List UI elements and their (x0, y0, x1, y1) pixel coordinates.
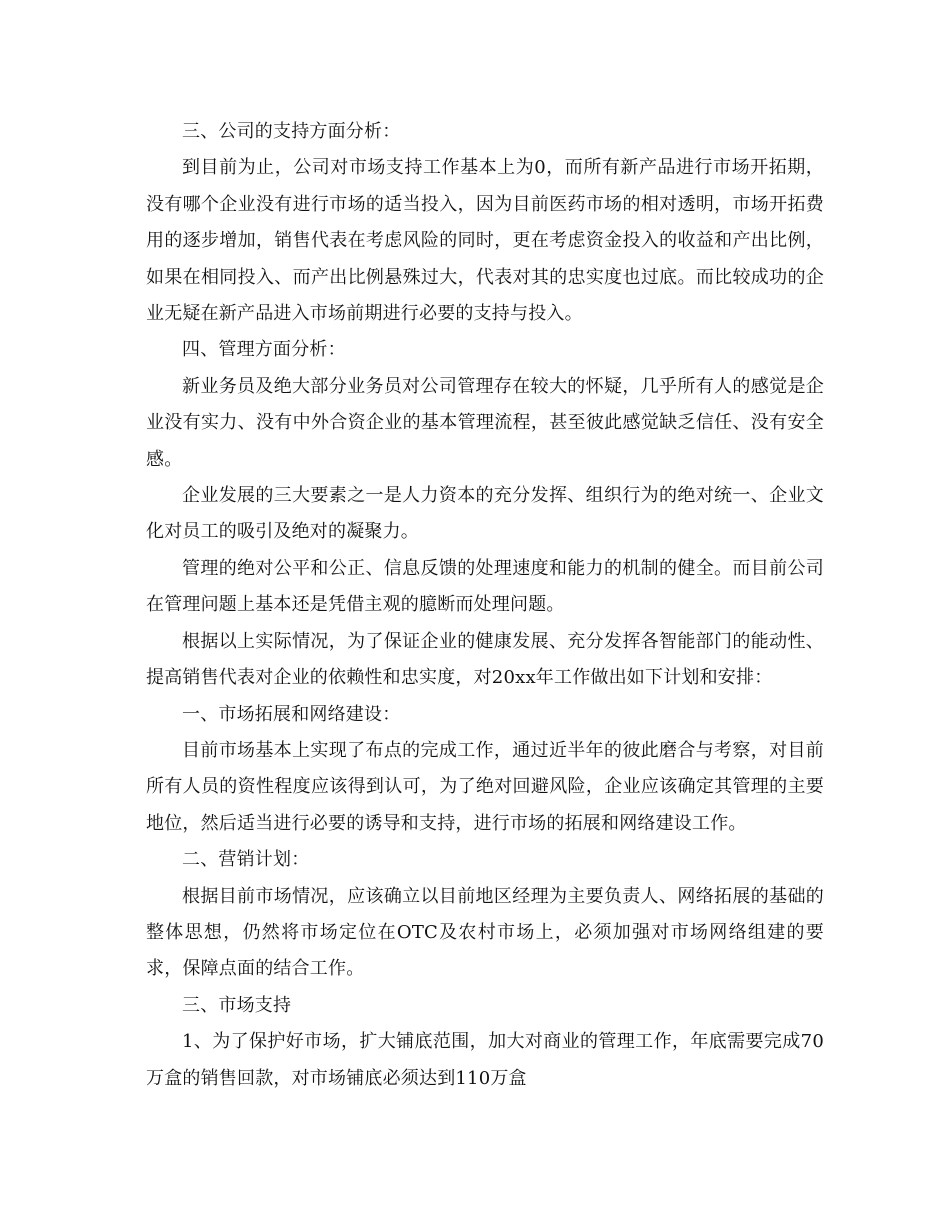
document-body (146, 114, 824, 1097)
paragraph-market-expansion: 目前市场基本上实现了布点的完成工作，通过近半年的彼此磨合与考察，对目前所有人员的资性程度应该得到认可，为了绝对回避风险，企业应该确定其管理的主要地位，然后适当进行必要的诱导和支持，进行市场的拓展和网络建设工作。 (146, 739, 824, 834)
paragraph-development-elements: 企业发展的三大要素之一是人力资本的充分发挥、组织行为的绝对统一、企业文化对员工的吸引及绝对的凝聚力。 (146, 485, 824, 543)
paragraph-market-support-item-1: 1、为了保护好市场，扩大铺底范围，加大对商业的管理工作，年底需要完成70万盒的销售回款，对市场铺底必须达到110万盒 (146, 1031, 824, 1089)
paragraph-plan-intro: 根据以上实际情况，为了保证企业的健康发展、充分发挥各智能部门的能动性、提高销售代表对企业的依赖性和忠实度，对20xx年工作做出如下计划和安排： (146, 630, 824, 689)
paragraph-management-doubts: 新业务员及绝大部分业务员对公司管理存在较大的怀疑，几乎所有人的感觉是企业没有实力、没有中外合资企业的基本管理流程，甚至彼此感觉缺乏信任、没有安全感。 (146, 375, 824, 470)
section-heading-marketing-plan: 二、营销计划： (182, 849, 310, 871)
paragraph-management-fairness: 管理的绝对公平和公正、信息反馈的处理速度和能力的机制的健全。而目前公司在管理问题上基本还是凭借主观的臆断而处理问题。 (146, 557, 824, 616)
section-heading-company-support: 三、公司的支持方面分析： (182, 121, 401, 142)
section-heading-management: 四、管理方面分析： (182, 339, 346, 361)
paragraph-company-support-analysis: 到目前为止，公司对市场支持工作基本上为0，而所有新产品进行市场开拓期，没有哪个企业没有进行市场的适当投入，因为目前医药市场的相对透明，市场开拓费用的逐步增加，销售代表在考虑风险的同时，更在考虑资金投入的收益和产出比例，如果在相同投入、而产出比例悬殊过大，代表对其的忠实度也过底。而比较成功的企业无疑在新产品进入市场前期进行必要的支持与投入。 (146, 157, 824, 325)
section-heading-market-expansion: 一、市场拓展和网络建设： (182, 703, 401, 725)
section-heading-market-support: 三、市场支持 (182, 994, 292, 1016)
paragraph-marketing-plan: 根据目前市场情况，应该确立以目前地区经理为主要负责人、网络拓展的基础的整体思想，仍然将市场定位在OTC及农村市场上，必须加强对市场网络组建的要求，保障点面的结合工作。 (146, 885, 824, 980)
